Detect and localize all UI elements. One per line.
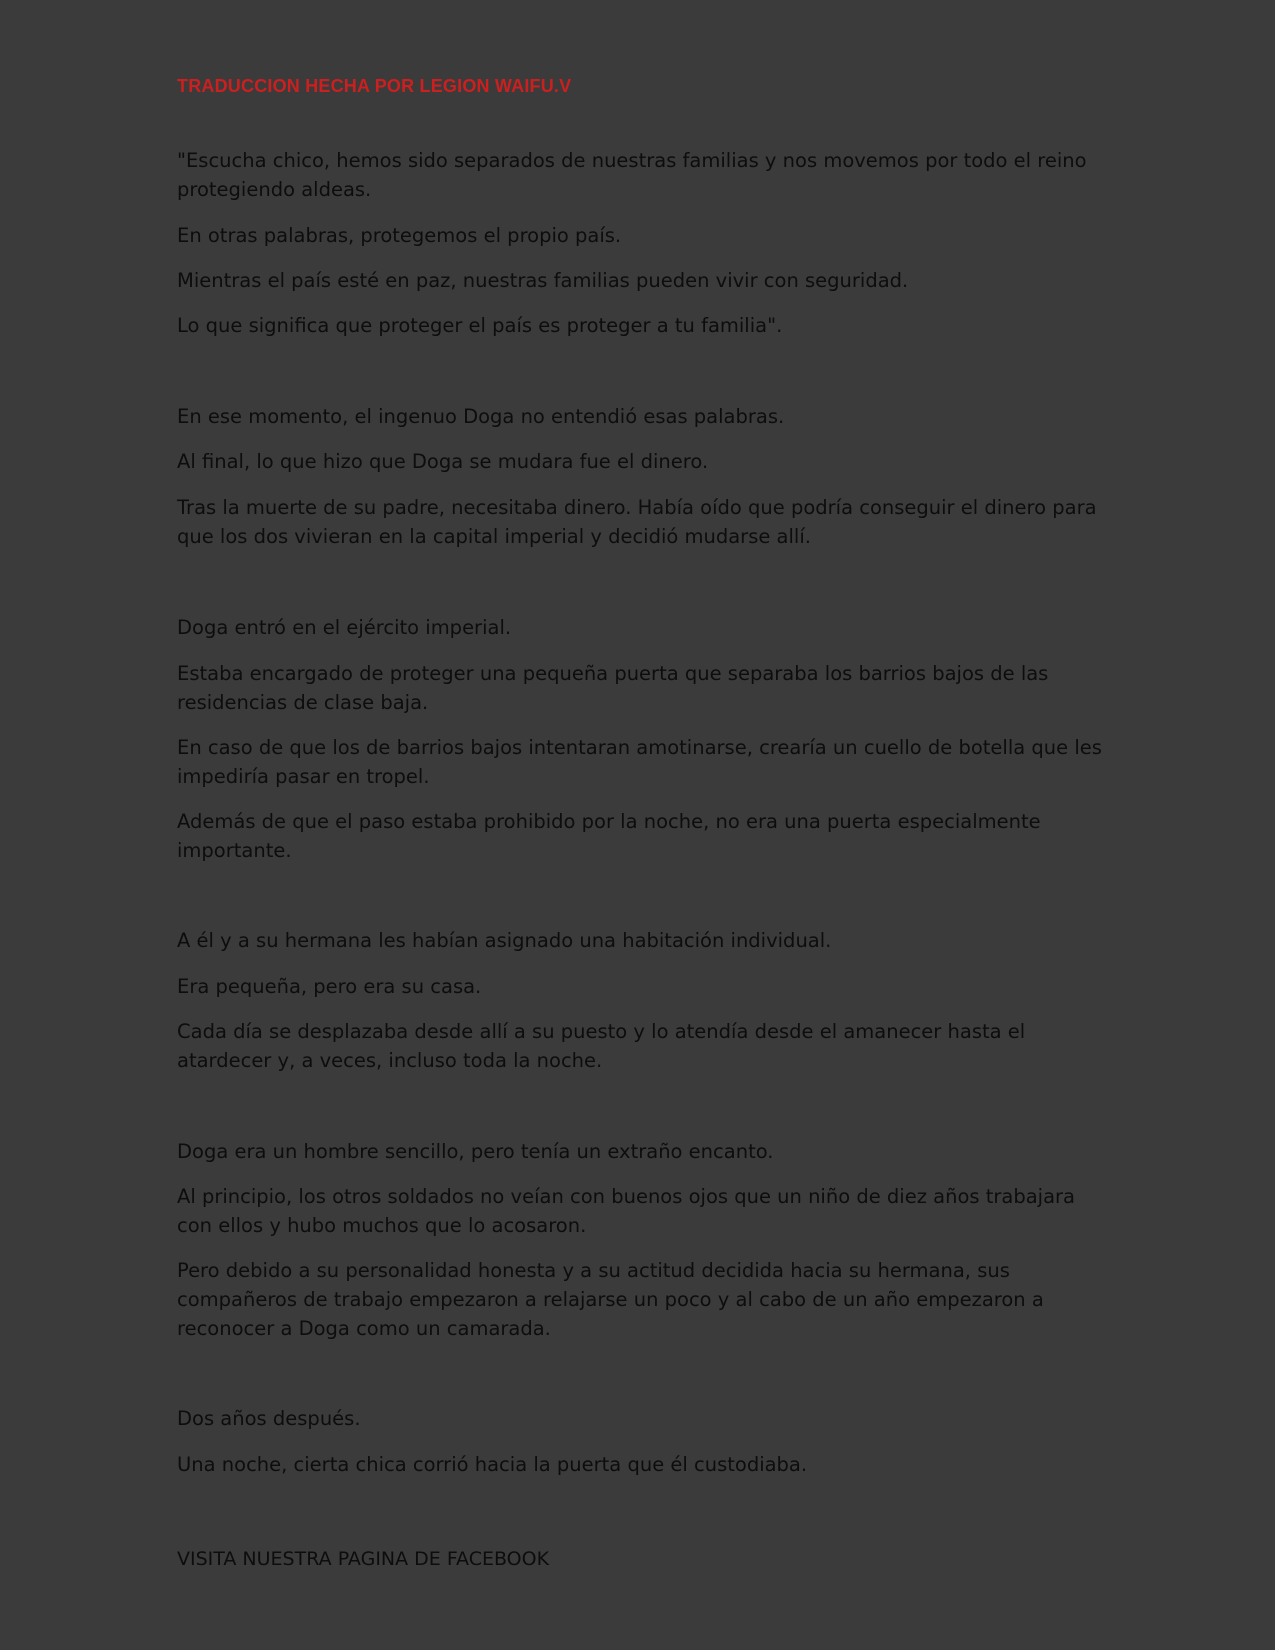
facebook-promo-text: VISITA NUESTRA PAGINA DE FACEBOOK: [177, 1548, 550, 1570]
paragraph: Doga entró en el ejército imperial.: [177, 616, 512, 639]
paragraph: "Escucha chico, hemos sido separados de nuestras familias y nos movemos por todo el reino protegiendo aldeas.: [177, 149, 1087, 201]
paragraph: Pero debido a su personalidad honesta y a su actitud decidida hacia su hermana, sus compañeros de trabajo empezaron a relajarse un poco y al cabo de un año empezaron a reconocer a Doga como un camarada.: [177, 1259, 1044, 1340]
paragraph: Tras la muerte de su padre, necesitaba dinero. Había oído que podría conseguir el dinero para que los dos vivieran en la capital imperial y decidió mudarse allí.: [177, 496, 1097, 548]
paragraph: Una noche, cierta chica corrió hacia la puerta que él custodiaba.: [177, 1453, 808, 1476]
paragraph: Cada día se desplazaba desde allí a su puesto y lo atendía desde el amanecer hasta el atardecer y, a veces, incluso toda la noche.: [177, 1020, 1026, 1072]
paragraph: Estaba encargado de proteger una pequeña puerta que separaba los barrios bajos de las residencias de clase baja.: [177, 662, 1049, 714]
paragraph: Al principio, los otros soldados no veían con buenos ojos que un niño de diez años trabajara con ellos y hubo muchos que lo acosaron.: [177, 1185, 1076, 1237]
paragraph: Mientras el país esté en paz, nuestras familias pueden vivir con seguridad.: [177, 269, 909, 292]
translation-credit-heading: TRADUCCION HECHA POR LEGION WAIFU.V: [177, 76, 572, 96]
paragraph: Además de que el paso estaba prohibido por la noche, no era una puerta especialmente importante.: [177, 810, 1041, 862]
paragraph: En ese momento, el ingenuo Doga no entendió esas palabras.: [177, 405, 785, 428]
paragraph: Lo que significa que proteger el país es proteger a tu familia".: [177, 314, 783, 337]
paragraph: Doga era un hombre sencillo, pero tenía un extraño encanto.: [177, 1140, 774, 1163]
paragraph: A él y a su hermana les habían asignado una habitación individual.: [177, 929, 832, 952]
paragraph: En caso de que los de barrios bajos intentaran amotinarse, crearía un cuello de botella que les impediría pasar en tropel.: [177, 736, 1102, 788]
paragraph: Dos años después.: [177, 1407, 361, 1430]
paragraph: Era pequeña, pero era su casa.: [177, 975, 482, 998]
paragraph: En otras palabras, protegemos el propio país.: [177, 224, 622, 247]
paragraph: Al final, lo que hizo que Doga se mudara fue el dinero.: [177, 450, 709, 473]
